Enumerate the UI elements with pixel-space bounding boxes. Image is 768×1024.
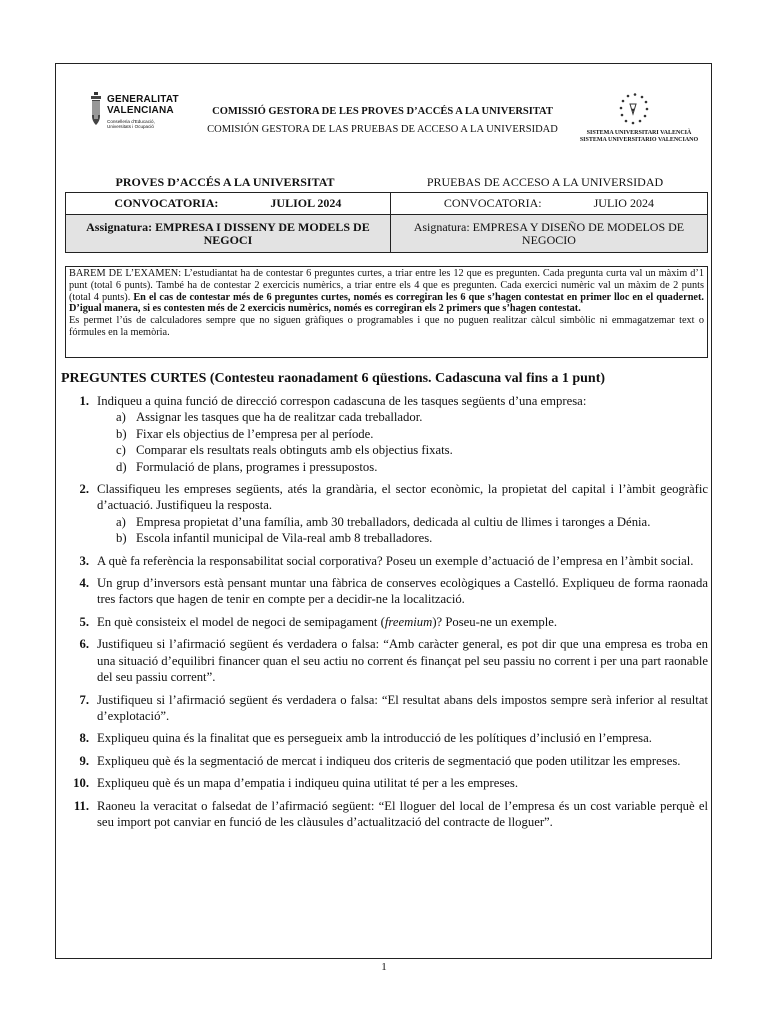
question-number: 6. — [79, 637, 89, 652]
convocatoria-valencian — [66, 193, 391, 215]
question-item — [60, 393, 708, 475]
convocatoria-value: JULIO 2024 — [593, 196, 654, 210]
question-item — [60, 636, 708, 685]
question-number: 8. — [79, 731, 89, 746]
question-item — [60, 775, 708, 791]
sub-item-letter: a) — [116, 410, 126, 425]
sub-item-text: Escola infantil municipal de Vila-real amb 8 treballadores. — [136, 531, 433, 546]
question-text: Un grup d’inversors està pensant muntar una fàbrica de conserves ecològiques a Castelló. Expliqueu de forma raonada tres factors que hagen de tenir en compte per a decidir-ne la localització. — [97, 576, 708, 607]
question-text: Indiqueu a quina funció de direcció correspon cadascuna de les tasques següents d’una empresa: — [97, 394, 587, 408]
question-text: Expliqueu quina és la finalitat que es persegueix amb la introducció de les polítiques d’inclusió en l’empresa. — [97, 731, 652, 746]
sub-item-text: Fixar els objectius de l’empresa per al període. — [136, 426, 374, 441]
page-number: 1 — [381, 961, 387, 973]
exam-scoring-box — [65, 266, 708, 358]
generalitat-logo-text: GENERALITAT VALENCIANA — [107, 94, 179, 116]
sub-item-letter: b) — [116, 426, 127, 441]
question-item — [60, 730, 708, 746]
question-text: Raoneu la veracitat o falsedat de l’afirmació següent: “El lloguer del local de l’empresa és un cost variable perquè el seu import pot canviar en funció de les clàusules d’actualització del contracte de lloguer”. — [97, 798, 708, 829]
sub-item-text: Formulació de plans, programes i pressupostos. — [136, 459, 378, 474]
subject-valencian: Assignatura: EMPRESA I DISSENY DE MODELS DE NEGOCI — [66, 215, 391, 253]
question-item — [60, 481, 708, 547]
question-number: 5. — [79, 614, 89, 629]
question-text: Expliqueu què és la segmentació de mercat i indiqueu dos criteris de segmentació que poden utilitzar les empreses. — [97, 753, 681, 768]
question-item — [60, 798, 708, 831]
question-number: 10. — [73, 776, 89, 791]
question-item — [60, 614, 708, 630]
sub-item-letter: a) — [116, 514, 126, 529]
barem-bold-text: En el cas de contestar més de 6 preguntes curtes, només es corregiran les 6 que s’hagen contestat en primer lloc en el quadernet. D’igual manera, si es contesten més de 2 exercicis numèrics, només es corregiran els 2 primers que s’hagen contestat. — [69, 291, 705, 315]
sub-item-text: Comparar els resultats reals obtinguts amb els objectius fixats. — [136, 443, 453, 458]
sub-item-letter: c) — [116, 443, 126, 458]
generalitat-logo-subtext: Conselleria d'Educació, Universitats i Ocupació — [107, 119, 155, 129]
header-title-valencian: COMISSIÓ GESTORA DE LES PROVES D’ACCÉS A LA UNIVERSITAT — [212, 106, 553, 117]
question-item — [60, 553, 708, 569]
question-number: 9. — [79, 753, 89, 768]
sub-item — [97, 459, 708, 475]
convocatoria-value: JULIOL 2024 — [270, 196, 342, 210]
question-list — [60, 393, 708, 836]
column-title-spanish: PRUEBAS DE ACCESO A LA UNIVERSIDAD — [426, 175, 664, 189]
generalitat-logo — [89, 92, 179, 138]
barem-text: BAREM DE L’EXAMEN: L’estudiantat ha de contestar 6 preguntes curtes, a triar entre les 12 que es pregunten. Cada pregunta curta val un màxim d’1 punt (total 6 punts). També ha de contestar 2 exercicis numèrics, a triar entre els 4 que es pregunten. Cada exercici numèric val un màxim de 2 punts (total 4 punts). — [69, 268, 704, 303]
sub-item-letter: b) — [116, 531, 127, 546]
sub-item — [97, 442, 708, 458]
question-text: Expliqueu què és un mapa d’empatia i indiqueu quina utilitat té per a les empreses. — [97, 776, 519, 791]
suv-logo-text: SISTEMA UNIVERSITARI VALENCIÀ SISTEMA UNIVERSITARIO VALENCIANO — [579, 130, 699, 143]
section-title: PREGUNTES CURTES (Contesteu raonadament 6 qüestions. Cadascuna val fins a 1 punt) — [61, 371, 606, 386]
sub-item — [97, 409, 708, 425]
sub-item — [97, 530, 708, 546]
sub-item-text: Assignar les tasques que ha de realitzar cada treballador. — [136, 410, 423, 425]
convocatoria-label: CONVOCATORIA: — [443, 196, 542, 210]
question-number: 11. — [73, 798, 89, 813]
question-text: A què fa referència la responsabilitat social corporativa? Poseu un exemple d’actuació de l’empresa en l’àmbit social. — [97, 553, 694, 568]
generalitat-crest-icon — [89, 92, 103, 128]
header-title-spanish: COMISIÓN GESTORA DE LAS PRUEBAS DE ACCESO A LA UNIVERSIDAD — [207, 124, 558, 135]
convocatoria-spanish — [390, 193, 707, 215]
question-italic-term: freemium — [384, 614, 433, 629]
question-text: Justifiqueu si l’afirmació següent és verdadera o falsa: “Amb caràcter general, es pot dir que una empresa es troba en una situació d’equilibri financer quan el seu actiu no corrent és finançat pel seu passiu no corrent i per una part raonable del seu passiu corrent”. — [97, 637, 708, 685]
question-text — [97, 614, 708, 630]
question-number: 3. — [79, 553, 89, 568]
barem-calculator-note: Es permet l’ús de calculadores sempre que no siguen gràfiques o programables i que no puguen realitzar càlcul simbòlic ni emmagatzemar text o fórmules en la memòria. — [69, 315, 704, 338]
question-item — [60, 575, 708, 608]
suv-seal-icon — [608, 90, 658, 130]
sub-item-letter: d) — [116, 459, 127, 474]
question-item — [60, 692, 708, 725]
subject-spanish: Asignatura: EMPRESA Y DISEÑO DE MODELOS DE NEGOCIO — [390, 215, 707, 253]
sub-item — [97, 426, 708, 442]
column-title-valencian: PROVES D’ACCÉS A LA UNIVERSITAT — [115, 175, 335, 189]
sub-item — [97, 514, 708, 530]
question-text-part: En què consisteix el model de negoci de semipagament ( — [97, 614, 385, 629]
sub-item-text: Empresa propietat d’una família, amb 30 treballadors, dedicada al cultiu de llimes i taronges a Dénia. — [136, 514, 651, 529]
question-number: 2. — [79, 482, 89, 497]
exam-info-table — [65, 192, 708, 253]
question-number: 7. — [79, 692, 89, 707]
question-text: Classifiqueu les empreses següents, atés la grandària, el sector econòmic, la propietat del capital i l’àmbit geogràfic d’actuació. Justifiqueu la resposta. — [97, 482, 708, 513]
convocatoria-label: CONVOCATORIA: — [114, 196, 219, 210]
question-text: Justifiqueu si l’afirmació següent és verdadera o falsa: “El resultat abans dels impostos sempre serà inferior al resultat d’explotació”. — [97, 692, 708, 723]
question-item — [60, 753, 708, 769]
question-number: 1. — [79, 394, 89, 408]
question-number: 4. — [79, 576, 89, 591]
question-text-part: )? Poseu-ne un exemple. — [432, 614, 558, 629]
